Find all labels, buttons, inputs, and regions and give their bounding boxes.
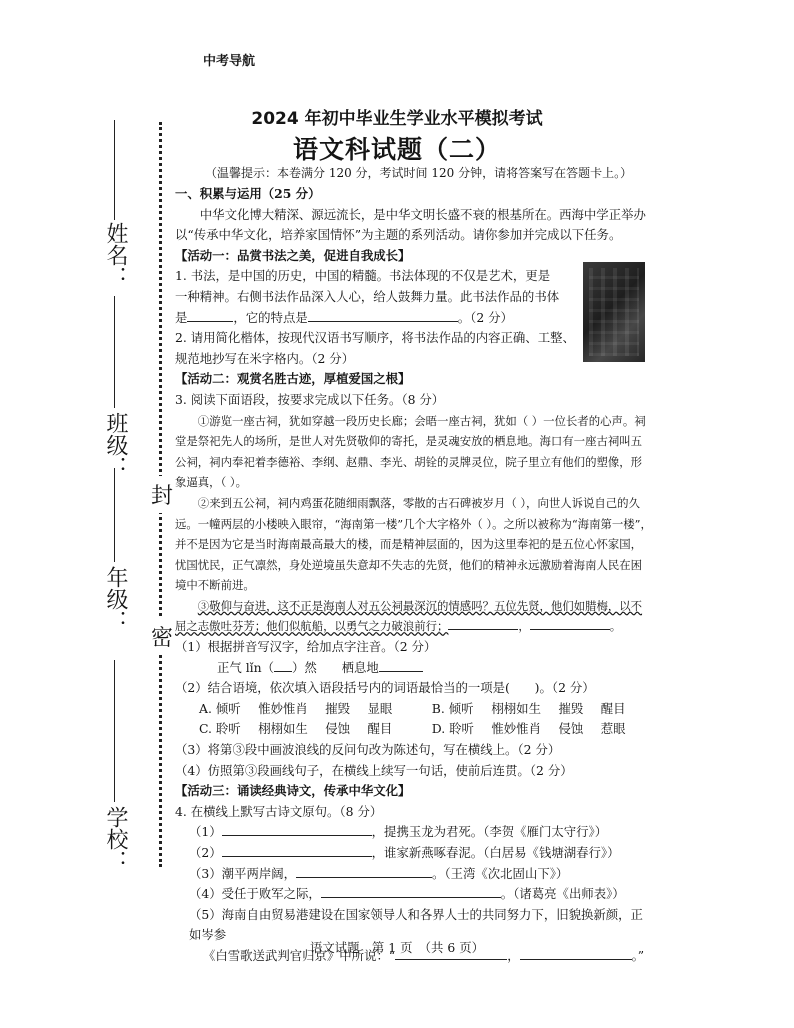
sub-question-3: （3）将第③段中画波浪线的反问句改为陈述句，写在横线上。（2 分）	[175, 742, 561, 758]
activity3-heading: 【活动三：诵读经典诗文，传承中华文化】	[175, 783, 411, 799]
grade-field[interactable]	[114, 468, 115, 562]
q3-stem: 3. 阅读下面语段，按要求完成以下任务。（8 分）	[175, 391, 445, 407]
option-b-1[interactable]: B. 倾听	[431, 700, 474, 716]
poem1-tail: ，提携玉龙为君死。（李贺《雁门太守行》）	[371, 824, 608, 840]
page-footer: 语文试题 第 1 页 （共 6 页）	[309, 940, 484, 955]
para3-blank-1[interactable]	[448, 617, 518, 630]
option-b-2: 栩栩如生	[491, 700, 541, 716]
pinyin-task	[175, 658, 653, 679]
poem3-tail: 。（王湾《次北固山下》）	[432, 865, 569, 881]
q2-line2: 规范地抄写在米字格内。（2 分）	[175, 350, 355, 366]
exam-content	[175, 184, 653, 967]
poem-line-2	[175, 843, 653, 864]
para3-text: ③敬仰与奋进，这不正是海南人对五公祠最深沉的情感吗？五位先贤，他们如腊梅，以不屈之志傲吐芬芳；他们似航船，以勇气之力破浪前行；	[175, 598, 643, 634]
option-c-3: 侵蚀	[325, 721, 351, 737]
option-d-3: 侵蚀	[558, 721, 584, 737]
q1-line1: 1. 书法，是中国的历史，中国的精髓。书法体现的不仅是艺术，更是	[175, 268, 551, 284]
poem-line-1	[175, 822, 653, 843]
subject-title: 语文科试题（二）	[292, 135, 501, 164]
poem-line-3	[175, 864, 653, 885]
passage-para-1: ①游览一座古祠，犹如穿越一段历史长廊；会晤一座古祠，犹如（ ）一位长者的心声。祠堂是祭祀先人的场所，是世人对先贤敬仰的寄托，是灵魂安放的栖息地。海口有一座古祠叫五公祠，祠内奉祀着李德裕、李纲、赵鼎、李光、胡铨的灵牌灵位，院子里立有他们的塑像，形象逼真，（ ）。	[175, 413, 646, 490]
q1-text-b: ，它的特点是	[233, 309, 308, 325]
sub-question-2: （2）结合语境，依次填入语段括号内的词语最恰当的一项是( )。（2 分）	[175, 680, 595, 696]
q1-line2: 一种精神。右侧书法作品深入人心，给人鼓舞力量。此书法作品的书体	[175, 288, 560, 304]
poem3-blank[interactable]	[296, 865, 432, 878]
poem-line-4	[175, 884, 653, 905]
poem5-mid: ，	[507, 947, 520, 963]
pinyin-blank-2[interactable]	[379, 659, 423, 672]
poem2-tail: ，谁家新燕啄春泥。（白居易《钱塘湖春行》）	[371, 845, 620, 860]
sub-question-1: （1）根据拼音写汉字，给加点字注音。（2 分）	[175, 639, 437, 655]
para3-comma: ，	[518, 619, 530, 634]
q2-line1: 2. 请用简化楷体，按现代汉语书写顺序，将书法作品的内容正确、工整、	[175, 330, 575, 346]
poem2-blank[interactable]	[222, 844, 372, 857]
exam-notice: （温馨提示：本卷满分 120 分，考试时间 120 分钟，请将答案写在答题卡上。）	[205, 166, 633, 180]
activity1-heading: 【活动一：品赏书法之美，促进自我成长】	[175, 247, 411, 263]
option-a-3: 摧毁	[325, 700, 351, 716]
poem3-head: （3）潮平两岸阔，	[189, 865, 297, 881]
exam-title: 2024 年初中毕业生学业水平模拟考试	[251, 109, 543, 129]
option-a-2: 惟妙惟肖	[258, 700, 308, 716]
grade-label: 年级：	[103, 566, 128, 632]
poem1-blank[interactable]	[222, 823, 372, 836]
option-b-4: 醒目	[600, 700, 626, 716]
brand-label: 中考导航	[203, 54, 256, 69]
passage-para-2: ②来到五公祠，祠内鸡蛋花随细雨飘落，零散的古石碑被岁月（ ），向世人诉说自己的久远。一幢两层的小楼映入眼帘，“海南第一楼”几个大字格外（ ）。之所以被称为“海南第一楼”，并不是因为它是当时海南最高最大的楼，而是精神层面的，因为这里奉祀的是五位心怀家国，忧国忧民，正气凛然，身处逆境虽失意却不失志的先贤，他们的精神永远激励着海南人民在困境中不断前进。	[175, 495, 652, 593]
option-b-3: 摧毁	[558, 700, 584, 716]
school-label: 学校：	[103, 806, 128, 872]
section-heading: 一、积累与运用（25 分）	[175, 186, 321, 201]
option-d-2: 惟妙惟肖	[491, 721, 541, 737]
para3-period: 。	[609, 619, 622, 634]
pinyin-blank[interactable]	[274, 659, 292, 672]
seal-feng-mark: 封	[151, 476, 173, 513]
q1-blank-script[interactable]	[187, 309, 233, 322]
q1-blank-feature[interactable]	[308, 309, 458, 322]
poem1-num: （1）	[189, 824, 222, 840]
name-field[interactable]	[114, 120, 115, 220]
option-c-4: 醒目	[367, 721, 393, 737]
passage-para-3	[175, 596, 653, 637]
poem4-tail: 。（诸葛亮《出师表》）	[500, 886, 625, 902]
pinyin-text-c: 栖息地	[341, 659, 379, 675]
poem4-blank[interactable]	[321, 885, 501, 898]
poem5-tail: 。”	[631, 947, 645, 963]
q1-text-a: 是	[175, 309, 188, 325]
class-field[interactable]	[114, 296, 115, 408]
option-c-1[interactable]: C. 聆听	[199, 721, 241, 737]
name-label: 姓名：	[103, 222, 128, 288]
choice-options	[175, 699, 653, 740]
q1-text-c: 。（2 分）	[457, 309, 513, 325]
activity2-heading: 【活动二：观赏名胜古迹，厚植爱国之根】	[175, 371, 411, 387]
q1-line3	[175, 308, 653, 329]
para3-blank-2[interactable]	[530, 617, 610, 630]
option-d-4: 惹眼	[600, 721, 626, 737]
seal-mi-mark: 密	[151, 618, 173, 655]
poem4-head: （4）受任于败军之际，	[189, 886, 321, 902]
pinyin-text-b: ）然	[292, 659, 317, 675]
option-a-1[interactable]: A. 倾听	[199, 700, 241, 716]
poem2-num: （2）	[189, 845, 222, 860]
pinyin-text-a: 正气 lǐn（	[217, 659, 275, 675]
option-c-2: 栩栩如生	[258, 721, 308, 737]
class-label: 班级：	[103, 412, 128, 478]
poem5-head: 《白雪歌送武判官归京》中所说：“	[203, 947, 396, 963]
poem-line-5a: （5）海南自由贸易港建设在国家领导人和各界人士的共同努力下，旧貌换新颜，正如岑参	[189, 906, 643, 943]
option-a-4: 显眼	[367, 700, 393, 716]
section-intro: 中华文化博大精深、源远流长，是中华文明长盛不衰的根基所在。西海中学正举办以“传承中华文化，培养家国情怀”为主题的系列活动。请你参加并完成以下任务。	[175, 206, 646, 243]
option-d-1[interactable]: D. 聆听	[431, 721, 474, 737]
q4-stem: 4. 在横线上默写古诗文原句。（8 分）	[175, 803, 383, 819]
school-field[interactable]	[114, 660, 115, 802]
sub-question-4: （4）仿照第③段画线句子，在横线上续写一句话，使前后连贯。（2 分）	[175, 762, 573, 778]
